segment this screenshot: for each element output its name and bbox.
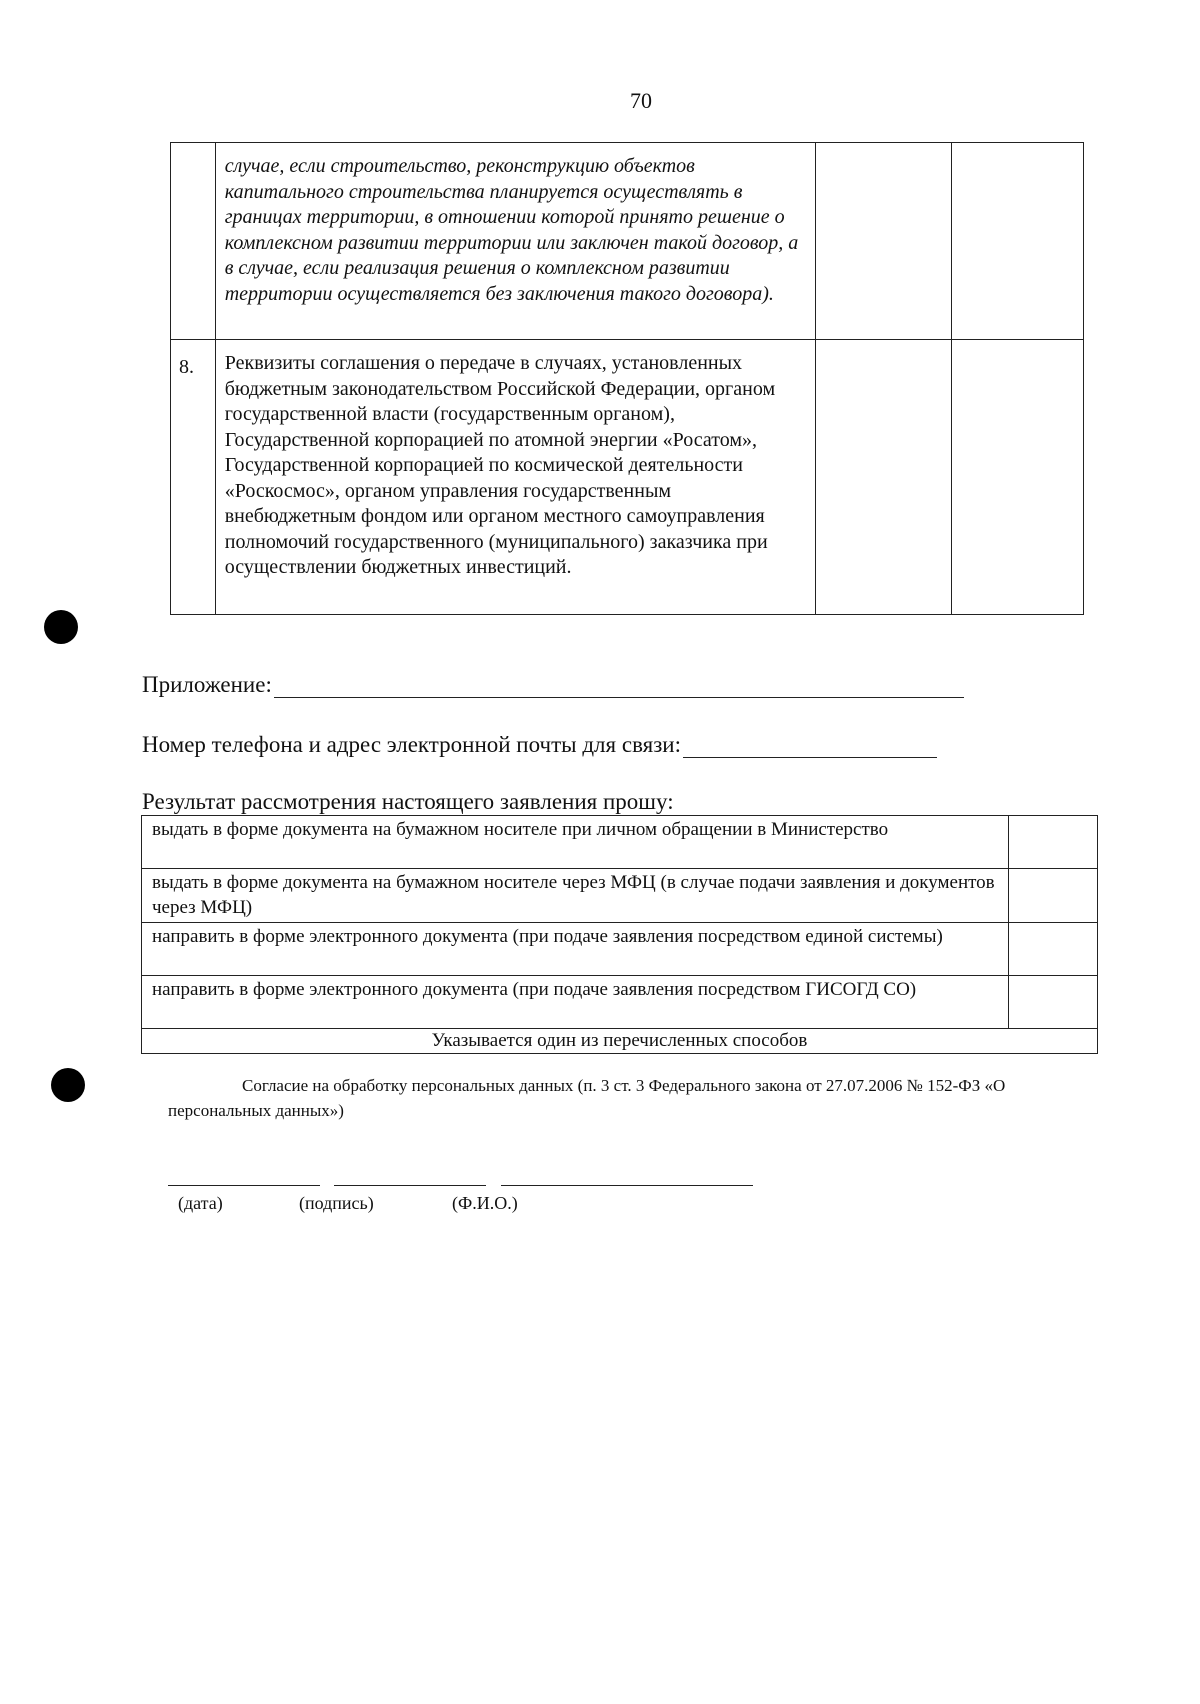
option-checkbox[interactable] bbox=[1009, 976, 1098, 1029]
option-text: выдать в форме документа на бумажном носителе через МФЦ (в случае подачи заявления и документов через МФЦ) bbox=[142, 869, 1009, 923]
option-row bbox=[142, 976, 1098, 1029]
full-name-label: (Ф.И.О.) bbox=[452, 1193, 518, 1213]
option-row bbox=[142, 923, 1098, 976]
requisites-table bbox=[170, 142, 1084, 615]
contact-field bbox=[142, 732, 937, 758]
row-number-cell bbox=[171, 340, 216, 615]
row-text-cell bbox=[215, 143, 815, 340]
page-number: 70 bbox=[630, 88, 652, 113]
appendix-label: Приложение: bbox=[142, 672, 272, 697]
full-name-line[interactable] bbox=[501, 1185, 753, 1186]
result-heading: Результат рассмотрения настоящего заявления прошу: bbox=[142, 789, 674, 814]
table-row bbox=[171, 340, 1084, 615]
option-row bbox=[142, 869, 1098, 923]
option-checkbox[interactable] bbox=[1009, 816, 1098, 869]
empty-cell[interactable] bbox=[815, 143, 951, 340]
appendix-field bbox=[142, 672, 964, 698]
option-text: выдать в форме документа на бумажном носителе при личном обращении в Министерство bbox=[142, 816, 1009, 869]
punch-hole bbox=[44, 610, 78, 644]
appendix-blank-line[interactable] bbox=[274, 675, 964, 698]
signature-line[interactable] bbox=[334, 1185, 486, 1186]
row-number: 8. bbox=[179, 356, 194, 378]
consent-text: Согласие на обработку персональных данных (п. 3 ст. 3 Федерального закона от 27.07.2006 № 152-ФЗ «О персональных данных») bbox=[168, 1076, 1006, 1120]
options-footnote: Указывается один из перечисленных способов bbox=[142, 1029, 1098, 1054]
signature-label: (подпись) bbox=[299, 1193, 374, 1213]
row-text: случае, если строительство, реконструкцию объектов капитального строительства планируется осуществлять в границах территории, в отношении которой принято решение о комплексном развитии территории или заключен такой договор, а в случае, если реализация решения о комплексном развитии территории осуществляется без заключения такого договора). bbox=[224, 155, 799, 305]
row-text-cell bbox=[215, 340, 815, 615]
row-number-cell bbox=[171, 143, 216, 340]
empty-cell[interactable] bbox=[951, 143, 1083, 340]
result-options-table bbox=[141, 815, 1098, 1054]
contact-blank-line[interactable] bbox=[683, 735, 937, 758]
row-text: Реквизиты соглашения о передаче в случаях, установленных бюджетным законодательством Российской Федерации, органом государственной власти (государственным органом), Государственной корпорацией по атомной энергии «Росатом», Государственной корпорацией по космической деятельности «Роскосмос», органом управления государственным внебюджетным фондом или органом местного самоуправления полномочий государственного (муниципального) заказчика при осуществлении бюджетных инвестиций. bbox=[224, 352, 776, 578]
empty-cell[interactable] bbox=[951, 340, 1083, 615]
contact-label: Номер телефона и адрес электронной почты для связи: bbox=[142, 732, 681, 757]
options-footnote-row bbox=[142, 1029, 1098, 1054]
option-checkbox[interactable] bbox=[1009, 923, 1098, 976]
option-text: направить в форме электронного документа (при подаче заявления посредством единой системы) bbox=[142, 923, 1009, 976]
option-text: направить в форме электронного документа (при подаче заявления посредством ГИСОГД СО) bbox=[142, 976, 1009, 1029]
punch-hole bbox=[51, 1068, 85, 1102]
date-label: (дата) bbox=[178, 1193, 223, 1213]
empty-cell[interactable] bbox=[815, 340, 951, 615]
date-signature-line[interactable] bbox=[168, 1185, 320, 1186]
option-checkbox[interactable] bbox=[1009, 869, 1098, 923]
table-row bbox=[171, 143, 1084, 340]
option-row bbox=[142, 816, 1098, 869]
